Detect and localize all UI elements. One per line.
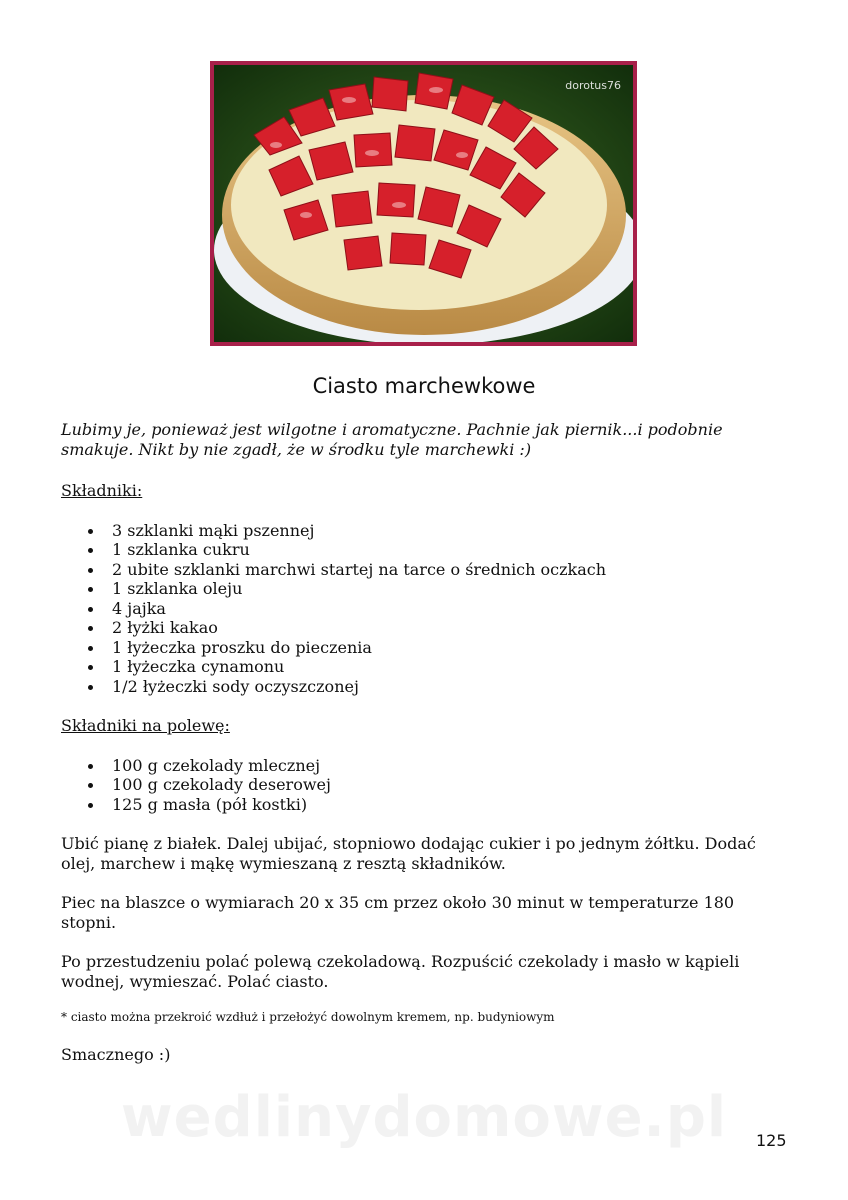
recipe-intro: Lubimy je, ponieważ jest wilgotne i aromatyczne. Pachnie jak piernik...i podobnie smakuje. Nikt by nie zgadł, że w środku tyle marchewki :) <box>61 420 723 459</box>
photo-caption: dorotus76 <box>565 79 621 92</box>
recipe-note: * ciasto można przekroić wzdłuż i przełożyć dowolnym kremem, np. budyniowym <box>61 1010 555 1024</box>
page-number: 125 <box>756 1131 787 1150</box>
ingredient-item: 1 szklanka oleju <box>112 579 791 599</box>
glaze-item: 100 g czekolady deserowej <box>112 775 791 795</box>
ingredients-list <box>61 521 791 697</box>
glaze-list <box>61 756 791 815</box>
strawberry-tart-image <box>214 65 633 342</box>
glaze-item: 100 g czekolady mlecznej <box>112 756 791 776</box>
ingredient-item: 1/2 łyżeczki sody oczyszczonej <box>112 677 791 697</box>
ingredient-item: 1 szklanka cukru <box>112 540 791 560</box>
recipe-title: Ciasto marchewkowe <box>312 374 536 398</box>
glaze-heading: Składniki na polewę: <box>61 716 230 735</box>
glaze-item: 125 g masła (pół kostki) <box>112 795 791 815</box>
ingredient-item: 1 łyżeczka cynamonu <box>112 657 791 677</box>
ingredient-item: 1 łyżeczka proszku do pieczenia <box>112 638 791 658</box>
recipe-content <box>61 420 791 1065</box>
ingredient-item: 2 łyżki kakao <box>112 618 791 638</box>
closing-text: Smacznego :) <box>61 1045 171 1064</box>
step-text: Ubić pianę z białek. Dalej ubijać, stopniowo dodając cukier i po jednym żółtku. Dodać olej, marchew i mąkę wymieszaną z resztą składników. <box>61 834 756 873</box>
ingredient-item: 4 jajka <box>112 599 791 619</box>
ingredient-item: 3 szklanki mąki pszennej <box>112 521 791 541</box>
site-watermark: wedlinydomowe.pl <box>120 1085 728 1150</box>
recipe-photo <box>210 61 637 346</box>
step-text: Po przestudzeniu polać polewą czekoladową. Rozpuścić czekolady i masło w kąpieli wodnej, wymieszać. Polać ciasto. <box>61 952 740 991</box>
ingredient-item: 2 ubite szklanki marchwi startej na tarce o średnich oczkach <box>112 560 791 580</box>
ingredients-heading: Składniki: <box>61 481 143 500</box>
step-text: Piec na blaszce o wymiarach 20 x 35 cm przez około 30 minut w temperaturze 180 stopni. <box>61 893 735 932</box>
